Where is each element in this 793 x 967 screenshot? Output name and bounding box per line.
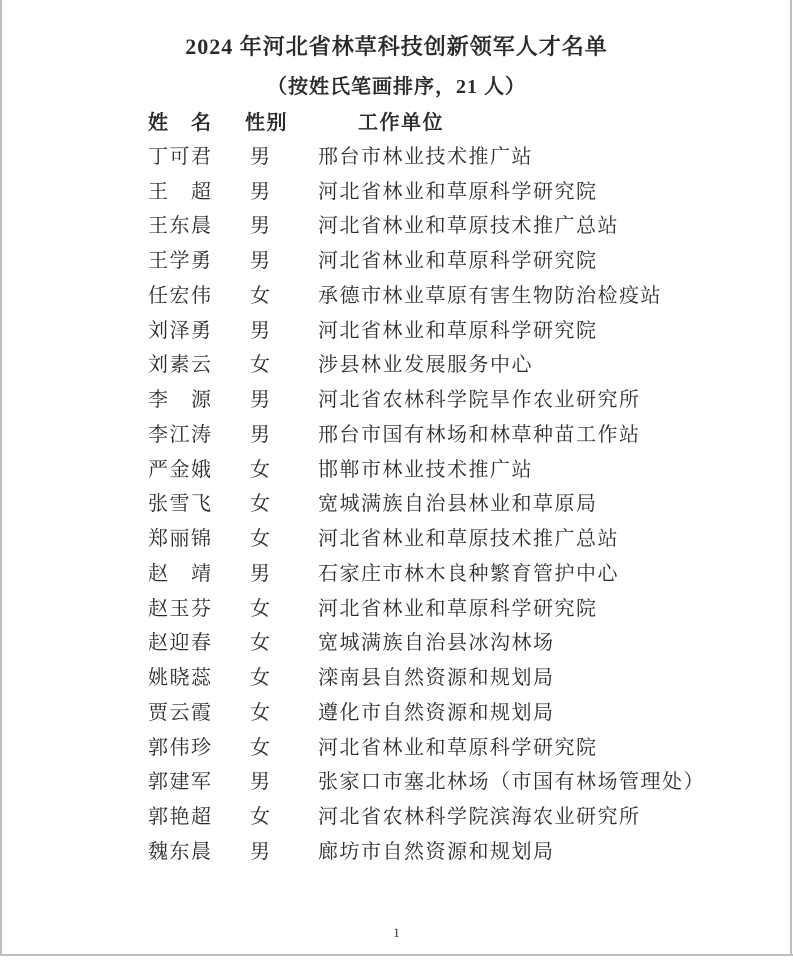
person-unit: 滦南县自然资源和规划局 [318, 667, 555, 690]
person-unit: 廊坊市自然资源和规划局 [318, 840, 555, 863]
person-name: 郭伟珍 [148, 736, 213, 759]
person-unit: 涉县林业发展服务中心 [318, 354, 533, 377]
person-gender: 女 [250, 736, 272, 759]
table-row [148, 624, 793, 659]
person-name: 贾云霞 [148, 701, 213, 724]
person-name: 姚晓蕊 [148, 667, 213, 690]
table-row [148, 728, 793, 763]
person-gender: 女 [250, 284, 272, 307]
person-gender: 男 [250, 215, 272, 238]
person-unit: 石家庄市林木良种繁育管护中心 [318, 562, 619, 585]
table-row [148, 207, 793, 242]
person-name: 李江涛 [148, 423, 213, 446]
person-gender: 女 [250, 528, 272, 551]
header-name: 姓 名 [148, 112, 213, 134]
page-edge-right [790, 0, 792, 955]
person-unit: 张家口市塞北林场（市国有林场管理处） [318, 771, 705, 794]
person-name: 严金娥 [148, 458, 213, 481]
person-unit: 河北省林业和草原技术推广总站 [318, 215, 619, 238]
person-unit: 宽城满族自治县冰沟林场 [318, 632, 555, 655]
person-unit: 河北省林业和草原科学研究院 [318, 319, 598, 342]
person-gender: 女 [250, 806, 272, 829]
person-gender: 男 [250, 250, 272, 273]
header-unit: 工作单位 [358, 112, 444, 134]
table-row [148, 554, 793, 589]
person-name: 李 源 [148, 389, 213, 412]
person-name: 张雪飞 [148, 493, 213, 516]
person-name: 丁可君 [148, 145, 213, 168]
person-name: 赵迎春 [148, 632, 213, 655]
person-unit: 遵化市自然资源和规划局 [318, 701, 555, 724]
table-body [148, 137, 793, 867]
header-gender: 性别 [245, 112, 288, 134]
person-gender: 男 [250, 840, 272, 863]
person-unit: 河北省林业和草原科学研究院 [318, 180, 598, 203]
person-gender: 女 [250, 632, 272, 655]
person-gender: 女 [250, 354, 272, 377]
person-name: 赵 靖 [148, 562, 213, 585]
table-row [148, 763, 793, 798]
table-row [148, 241, 793, 276]
person-name: 刘素云 [148, 354, 213, 377]
person-name: 郭建军 [148, 771, 213, 794]
person-name: 郑丽锦 [148, 528, 213, 551]
page-edge-bottom [0, 954, 793, 956]
person-unit: 承德市林业草原有害生物防治检疫站 [318, 284, 662, 307]
person-gender: 女 [250, 493, 272, 516]
person-unit: 邯郸市林业技术推广站 [318, 458, 533, 481]
person-gender: 女 [250, 458, 272, 481]
table-row [148, 346, 793, 381]
talent-table [148, 104, 793, 867]
person-name: 刘泽勇 [148, 319, 213, 342]
person-unit: 河北省林业和草原科学研究院 [318, 597, 598, 620]
table-row [148, 311, 793, 346]
table-header-row [148, 104, 793, 137]
table-row [148, 832, 793, 867]
table-row [148, 589, 793, 624]
table-row [148, 693, 793, 728]
table-row [148, 137, 793, 172]
table-row [148, 519, 793, 554]
person-gender: 男 [250, 180, 272, 203]
person-name: 任宏伟 [148, 284, 213, 307]
person-unit: 河北省林业和草原科学研究院 [318, 250, 598, 273]
person-name: 魏东晨 [148, 840, 213, 863]
person-gender: 男 [250, 771, 272, 794]
person-name: 赵玉芬 [148, 597, 213, 620]
document-subtitle: （按姓氏笔画排序，21 人） [267, 76, 526, 98]
table-row [148, 658, 793, 693]
table-row [148, 276, 793, 311]
person-unit: 河北省农林科学院滨海农业研究所 [318, 806, 641, 829]
person-gender: 男 [250, 562, 272, 585]
page-number: 1 [393, 925, 400, 940]
person-unit: 邢台市国有林场和林草种苗工作站 [318, 423, 641, 446]
person-unit: 河北省农林科学院旱作农业研究所 [318, 389, 641, 412]
person-gender: 男 [250, 319, 272, 342]
person-unit: 宽城满族自治县林业和草原局 [318, 493, 598, 516]
person-name: 王 超 [148, 180, 213, 203]
person-gender: 男 [250, 389, 272, 412]
person-unit: 河北省林业和草原科学研究院 [318, 736, 598, 759]
person-unit: 邢台市林业技术推广站 [318, 145, 533, 168]
table-row [148, 380, 793, 415]
person-name: 郭艳超 [148, 806, 213, 829]
person-unit: 河北省林业和草原技术推广总站 [318, 528, 619, 551]
document-title: 2024 年河北省林草科技创新领军人才名单 [185, 34, 608, 59]
table-row [148, 485, 793, 520]
table-row [148, 450, 793, 485]
page-edge-left [0, 0, 2, 956]
table-row [148, 172, 793, 207]
person-gender: 男 [250, 423, 272, 446]
person-gender: 女 [250, 597, 272, 620]
person-gender: 女 [250, 667, 272, 690]
person-name: 王东晨 [148, 215, 213, 238]
person-gender: 女 [250, 701, 272, 724]
table-row [148, 415, 793, 450]
person-gender: 男 [250, 145, 272, 168]
table-row [148, 797, 793, 832]
person-name: 王学勇 [148, 250, 213, 273]
